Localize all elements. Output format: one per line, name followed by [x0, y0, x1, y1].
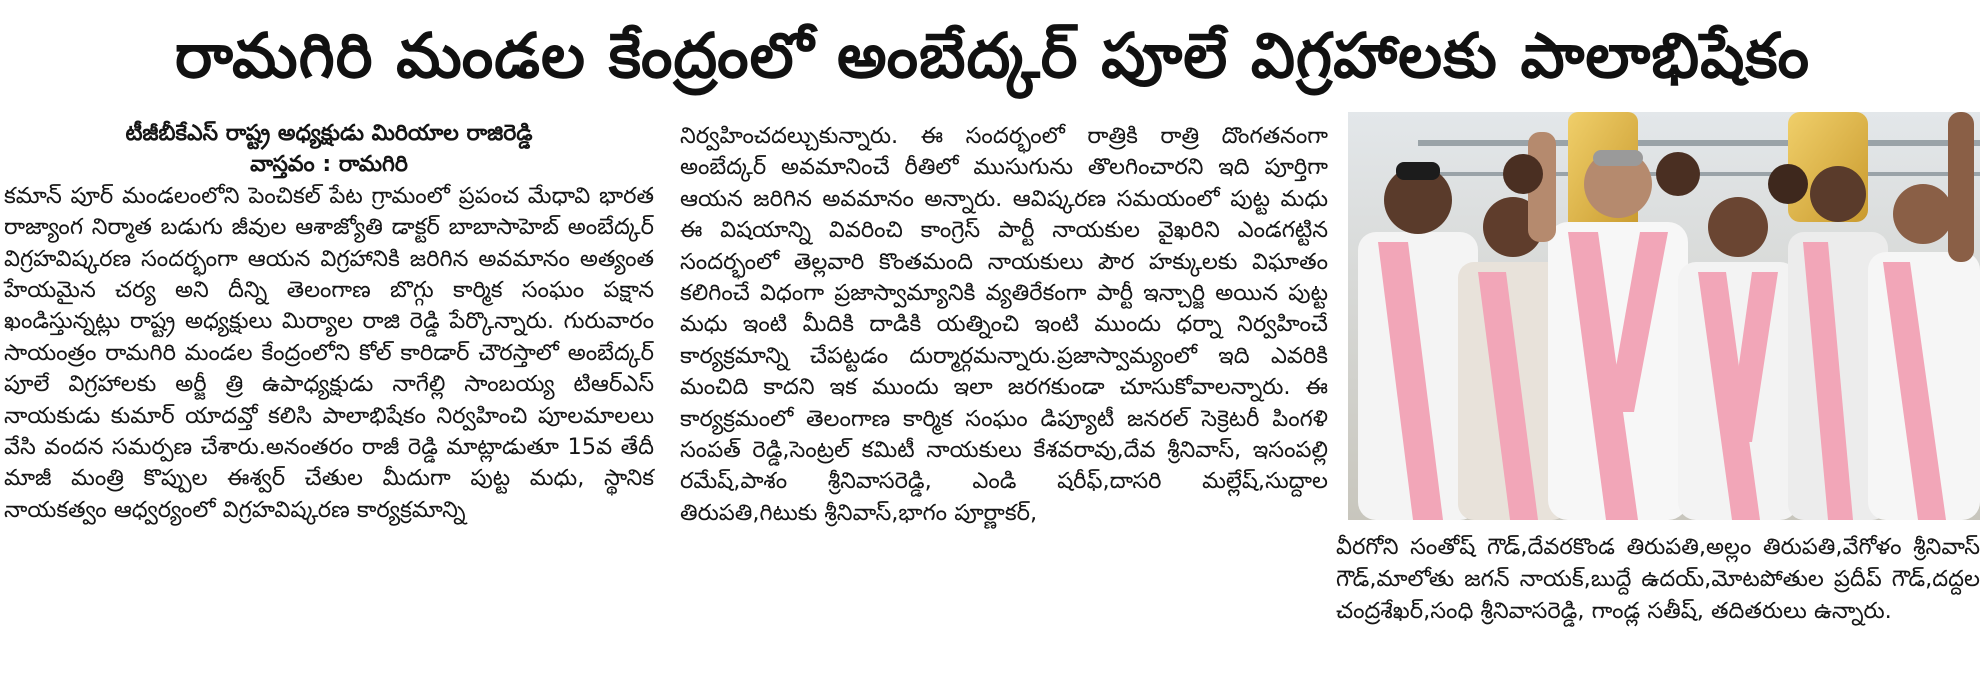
- news-photo: [1348, 112, 1980, 520]
- photo-caption: వీరగోని సంతోష్ గౌడ్,దేవరకొండ తిరుపతి,అల్లం తిరుపతి,వేగోళం శ్రీనివాస్ గౌడ్,మాలోతు జగన్ నాయక్,బుద్దే ఉదయ్,మోటపోతుల ప్రదీప్ గౌడ్,దద్దల చంద్రశేఖర్,సంధి శ్రీనివాసరెడ్డి, గాండ్ల సతీష్, తదితరులు ఉన్నారు.: [1336, 534, 1980, 624]
- column-1-text: కమాన్ పూర్ మండలంలోని పెంచికల్ పేట గ్రామంలో ప్రపంచ మేధావి భారత రాజ్యాంగ నిర్మాత బడుగు జీవుల ఆశాజ్యోతి డాక్టర్ బాబాసాహెబ్ అంబేద్కర్ విగ్రహవిష్కరణ సందర్భంగా ఆయన విగ్రహానికి జరిగిన అవమానం అత్యంత హేయమైన చర్య అని దీన్ని తెలంగాణ బొగ్గు కార్మిక సంఘం పక్షాన ఖండిస్తున్నట్లు రాష్ట్ర అధ్యక్షులు మిర్యాల రాజి రెడ్డి పేర్కొన్నారు. గురువారం సాయంత్రం రామగిరి మండల కేంద్రంలోని కోల్ కారిడార్ చౌరస్తాలో అంబేద్కర్ పూలే విగ్రహాలకు అర్జీ త్రి ఉపాధ్యక్షుడు నాగేల్లి సాంబయ్య టిఆర్ఎస్ నాయకుడు కుమార్ యాదవ్తో కలిసి పాలాభిషేకం నిర్వహించి పూలమాలలు వేసి వందన సమర్పణ చేశారు.అనంతరం రాజీ రెడ్డి మాట్లాడుతూ 15వ తేదీ మాజీ మంత్రి కొప్పుల ఈశ్వర్ చేతుల మీదుగా పుట్ట మధు, స్థానిక నాయకత్వం ఆధ్వర్యంలో విగ్రహవిష్కరణ కార్యక్రమాన్ని: [4, 182, 654, 523]
- byline-dateline: వాస్తవం : రామగిరి: [250, 152, 408, 178]
- group-photo-illustration: [1348, 112, 1980, 520]
- headline: రామగిరి మండల కేంద్రంలో అంబేద్కర్ పూలే విగ్రహాలకు పాలాభిషేకం: [174, 19, 1811, 92]
- column-2-text: నిర్వహించదల్చుకున్నారు. ఈ సందర్భంలో రాత్రికి రాత్రి దొంగతనంగా అంబేద్కర్ అవమానించే రీతిలో ముసుగును తొలగించారని ఇది పూర్తిగా ఆయన జరిగిన అవమానం అన్నారు. ఆవిష్కరణ సమయంలో పుట్ట మధు ఈ విషయాన్ని వివరించి కాంగ్రెస్ పార్టీ నాయకుల వైఖరిని ఎండగట్టిన సందర్భంలో తెల్లవారి కొంతమంది నాయకులు పౌర హక్కులకు విఘాతం కలిగించే విధంగా ప్రజాస్వామ్యానికి వ్యతిరేకంగా పార్టీ ఇన్చార్జి అయిన పుట్ట మధు ఇంటి మీదికి దాడికి యత్నించి ఇంటి ముందు ధర్నా నిర్వహించే కార్యక్రమాన్ని చేపట్టడం దుర్మార్గమన్నారు.ప్రజాస్వామ్యంలో ఇది ఎవరికి మంచిది కాదని ఇక ముందు ఇలా జరగకుండా చూసుకోవాలన్నారు. ఈ కార్యక్రమంలో తెలంగాణ కార్మిక సంఘం డిప్యూటీ జనరల్ సెక్రెటరీ పింగళి సంపత్ రెడ్డి,సెంట్రల్ కమిటీ నాయకులు కేశవరావు,దేవ శ్రీనివాస్, ఇసంపల్లి రమేష్,పాశం శ్రీనివాసరెడ్డి, ఎండి షరీఫ్,దాసరి మల్లేష్,సుద్దాల తిరుపతి,గిటుకు శ్రీనివాస్,భాగం పూర్ణాకర్,: [680, 123, 1328, 526]
- article-column-1: [4, 118, 654, 526]
- byline-author: టీజీబీకేఎస్ రాష్ట్ర అధ్యక్షుడు మిరియాల రాజిరెడ్డి: [125, 121, 533, 146]
- article-column-2: [680, 121, 1328, 529]
